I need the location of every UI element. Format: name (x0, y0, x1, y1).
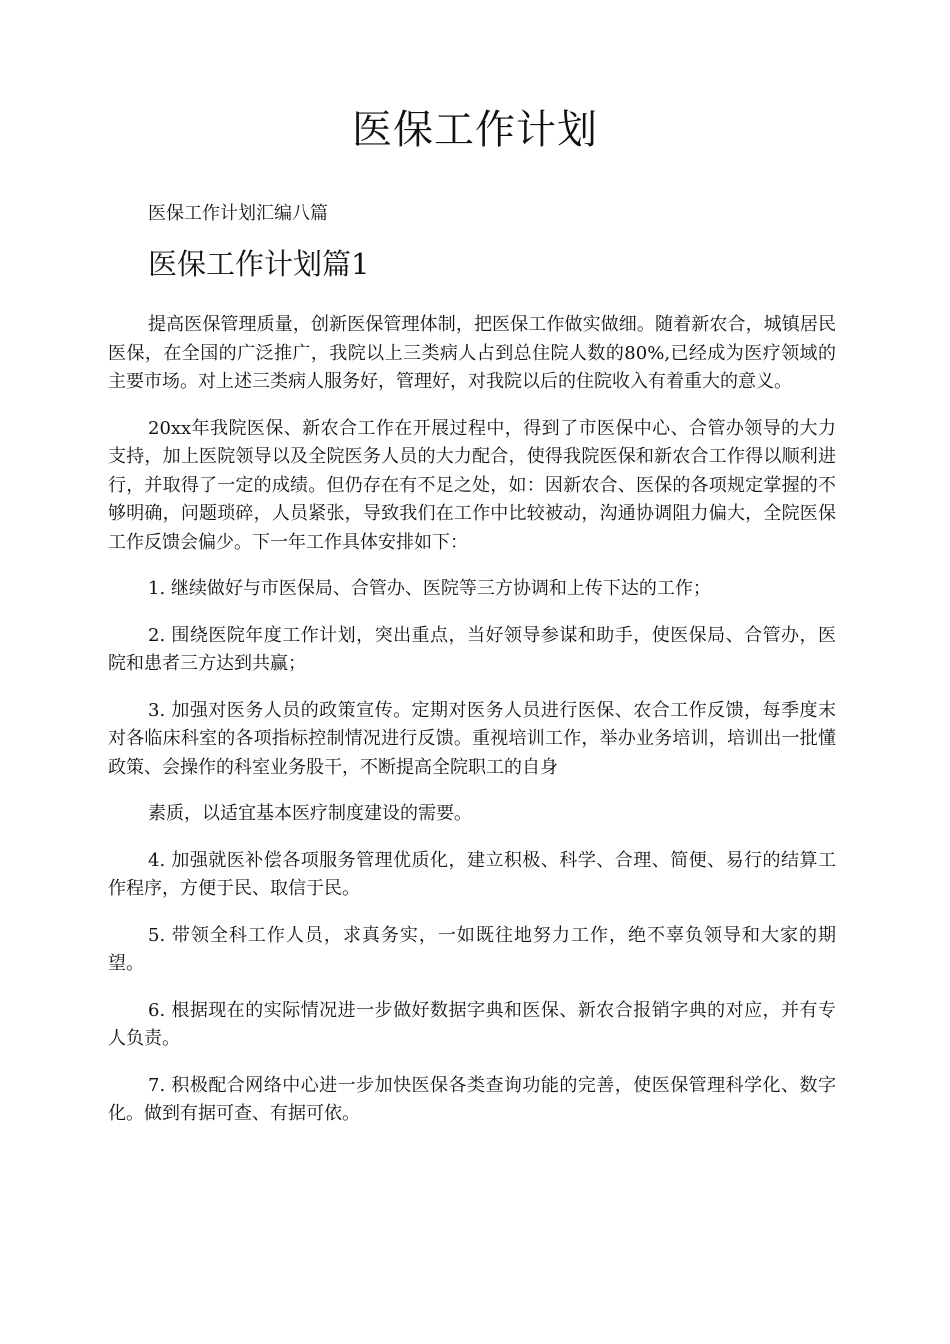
list-item-4: 4. 加强就医补偿各项服务管理优质化，建立积极、科学、合理、简便、易行的结算工作程序，方便于民、取信于民。 (108, 849, 836, 899)
list-item-3-continued: 素质，以适宜基本医疗制度建设的需要。 (148, 803, 472, 824)
section-heading: 医保工作计划篇1 (148, 247, 370, 281)
list-item-6: 6. 根据现在的实际情况进一步做好数据字典和医保、新农合报销字典的对应，并有专人负责。 (108, 999, 836, 1049)
list-item-1: 1. 继续做好与市医保局、合管办、医院等三方协调和上传下达的工作； (148, 578, 711, 599)
document-title: 医保工作计划 (352, 107, 598, 153)
list-item-5: 5. 带领全科工作人员，求真务实，一如既往地努力工作，绝不辜负领导和大家的期望。 (108, 924, 836, 974)
list-item-3: 3. 加强对医务人员的政策宣传。定期对医务人员进行医保、农合工作反馈，每季度末对各临床科室的各项指标控制情况进行反馈。重视培训工作，举办业务培训，培训出一批懂政策、会操作的科室业务股干，不断提高全院职工的自身 (108, 699, 836, 778)
paragraph-summary: 20xx年我院医保、新农合工作在开展过程中，得到了市医保中心、合管办领导的大力支持，加上医院领导以及全院医务人员的大力配合，使得我院医保和新农合工作得以顺利进行，并取得了一定的成绩。但仍存在有不足之处，如：因新农合、医保的各项规定掌握的不够明确，问题琐碎，人员紧张，导致我们在工作中比较被动，沟通协调阻力偏大，全院医保工作反馈会偏少。下一年工作具体安排如下： (108, 417, 836, 553)
document-body (108, 311, 836, 1147)
paragraph-intro: 提高医保管理质量，创新医保管理体制，把医保工作做实做细。随着新农合，城镇居民医保，在全国的广泛推广，我院以上三类病人占到总住院人数的80%,已经成为医疗领域的主要市场。对上述三类病人服务好，管理好，对我院以后的住院收入有着重大的意义。 (108, 314, 836, 392)
document-subtitle: 医保工作计划汇编八篇 (148, 203, 328, 224)
list-item-7: 7. 积极配合网络中心进一步加快医保各类查询功能的完善，使医保管理科学化、数字化。做到有据可查、有据可依。 (108, 1074, 836, 1124)
list-item-2: 2. 围绕医院年度工作计划，突出重点，当好领导参谋和助手，使医保局、合管办，医院和患者三方达到共赢； (108, 624, 836, 674)
